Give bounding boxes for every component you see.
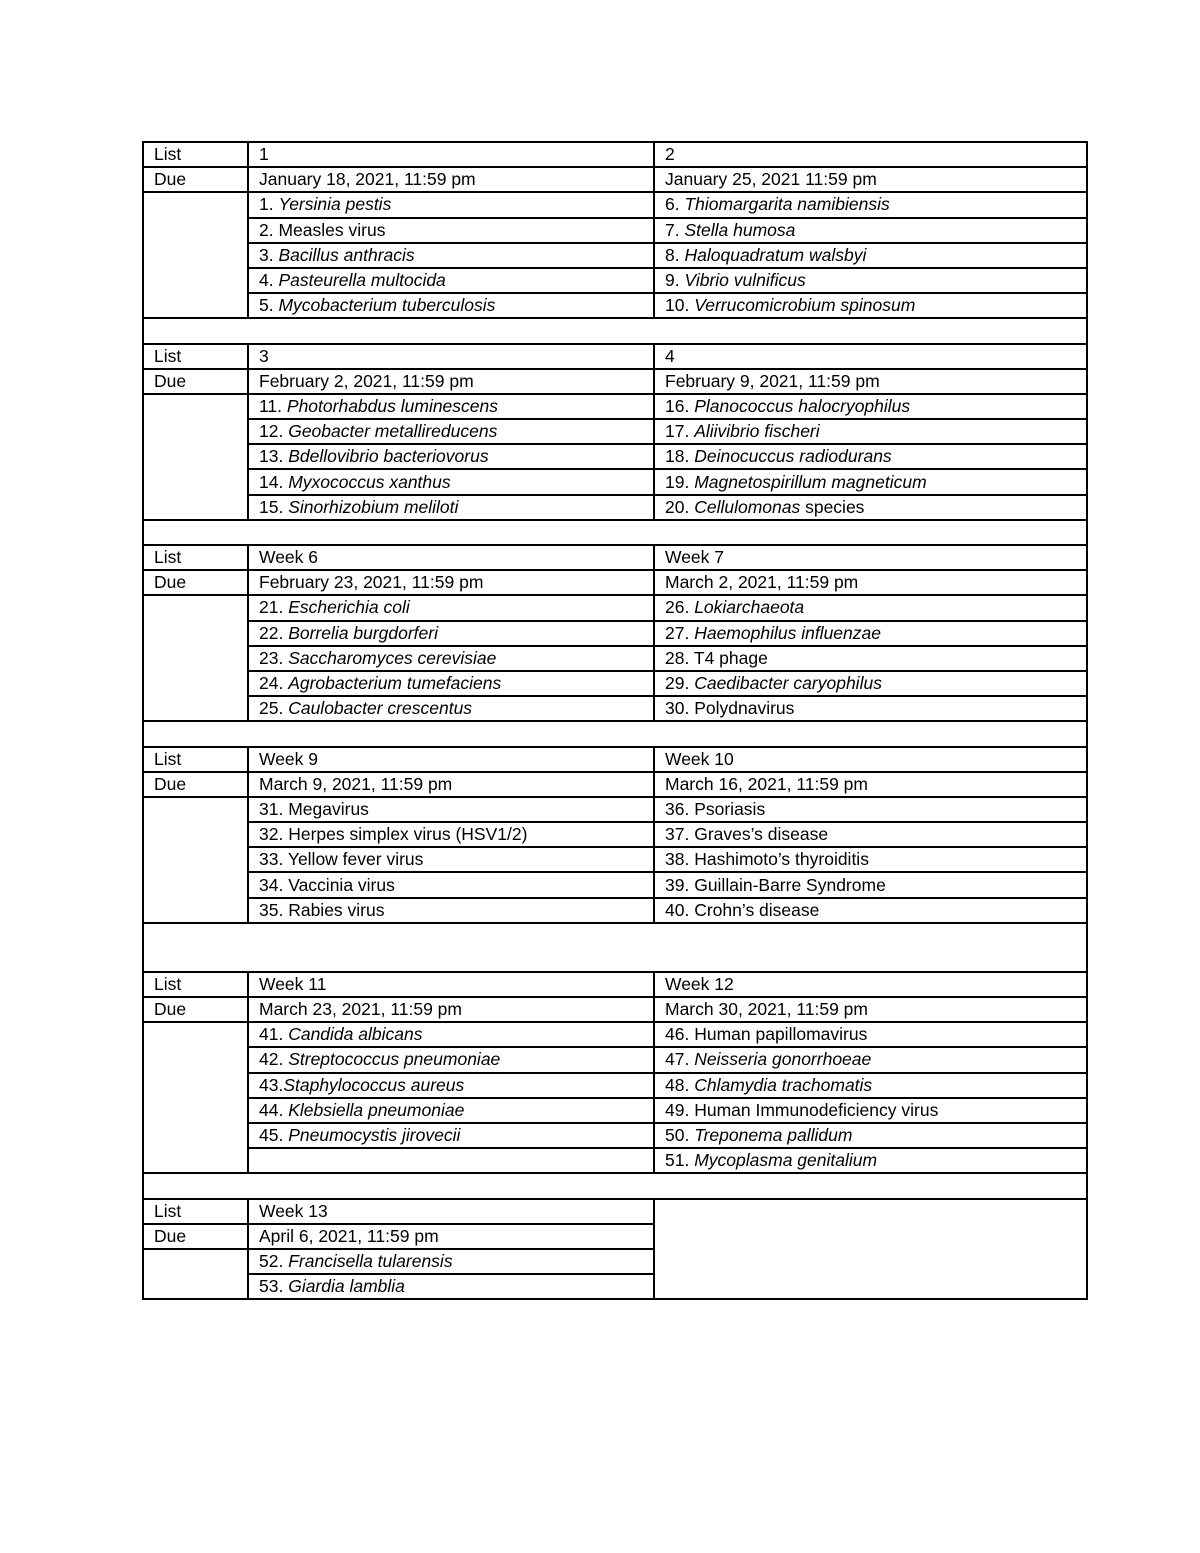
due-date: February 23, 2021, 11:59 pm: [248, 570, 654, 595]
item-number: 3.: [259, 244, 274, 265]
list-row: [143, 344, 1087, 369]
due-label: Due: [143, 997, 248, 1022]
table-row: [143, 192, 1087, 217]
item-number: 23.: [259, 647, 284, 668]
table-row: [143, 1098, 1087, 1123]
spacer-row: [143, 721, 1087, 746]
item-number: 18.: [665, 446, 690, 467]
item-number: 9.: [665, 270, 680, 291]
organism-name: Candida albicans: [288, 1024, 423, 1045]
organism-cell: [654, 293, 1087, 318]
item-number: 42.: [259, 1049, 284, 1070]
organism-name: Streptococcus pneumoniae: [288, 1049, 501, 1070]
organism-cell: [654, 268, 1087, 293]
organism-name: T4 phage: [693, 647, 768, 668]
item-number: 32.: [259, 824, 284, 845]
due-row: [143, 997, 1087, 1022]
item-number: 25.: [259, 698, 284, 719]
organism-cell: [654, 797, 1087, 822]
organism-name: Vaccinia virus: [288, 874, 395, 895]
spacer-row: [143, 520, 1087, 545]
table-row: [143, 1148, 1087, 1173]
organism-name: Borrelia burgdorferi: [288, 622, 438, 643]
due-date: March 23, 2021, 11:59 pm: [248, 997, 654, 1022]
table-row: [143, 394, 1087, 419]
organism-cell: [248, 1098, 654, 1123]
table-row: [143, 218, 1087, 243]
organism-name: Saccharomyces cerevisiae: [288, 647, 497, 668]
item-number: 52.: [259, 1250, 284, 1271]
organism-cell: [248, 872, 654, 897]
organism-cell: [654, 192, 1087, 217]
item-number: 31.: [259, 798, 284, 819]
table-row: [143, 1073, 1087, 1098]
table-row: [143, 243, 1087, 268]
organism-cell: [248, 646, 654, 671]
table-row: [143, 1022, 1087, 1047]
spacer-cell: [143, 1173, 1087, 1198]
organism-cell: [654, 1148, 1087, 1173]
item-number: 7.: [665, 219, 680, 240]
list-row: [143, 747, 1087, 772]
item-number: 28.: [665, 647, 690, 668]
list-title: Week 10: [654, 747, 1087, 772]
organism-cell: [248, 419, 654, 444]
due-label: Due: [143, 369, 248, 394]
organism-name: Aliivibrio fischeri: [694, 421, 820, 442]
organism-cell: [654, 394, 1087, 419]
organism-name: Caedibacter caryophilus: [694, 673, 882, 694]
item-number: 20.: [665, 496, 690, 517]
item-number: 5.: [259, 295, 274, 316]
organism-name: Herpes simplex virus (HSV1/2): [288, 824, 528, 845]
organism-name: Deinocuccus radiodurans: [694, 446, 892, 467]
item-number: 8.: [665, 244, 680, 265]
organism-cell: [248, 696, 654, 721]
blank-label-cell: [143, 394, 248, 520]
organism-name: Bdellovibrio bacteriovorus: [288, 446, 489, 467]
due-date: January 25, 2021 11:59 pm: [654, 167, 1087, 192]
organism-cell: [248, 797, 654, 822]
spacer-cell: [143, 923, 1087, 972]
blank-label-cell: [143, 1022, 248, 1173]
organism-cell: [654, 419, 1087, 444]
organism-name: Hashimoto’s thyroiditis: [694, 849, 869, 870]
organism-cell: [248, 671, 654, 696]
table-row: [143, 1047, 1087, 1072]
item-number: 49.: [665, 1099, 690, 1120]
organism-name: Measles virus: [278, 219, 386, 240]
item-number: 14.: [259, 471, 284, 492]
item-number: 16.: [665, 395, 690, 416]
table-row: [143, 1123, 1087, 1148]
organism-name: Myxococcus xanthus: [288, 471, 451, 492]
item-number: 13.: [259, 446, 284, 467]
organism-name: Treponema pallidum: [694, 1125, 853, 1146]
item-number: 34.: [259, 874, 284, 895]
organism-cell: [654, 1022, 1087, 1047]
table-row: [143, 898, 1087, 923]
item-number: 51.: [665, 1150, 690, 1171]
organism-cell: [248, 243, 654, 268]
item-number: 46.: [665, 1024, 690, 1045]
organism-name: Giardia lamblia: [288, 1276, 405, 1297]
list-title: Week 13: [248, 1199, 654, 1224]
organism-cell: [248, 495, 654, 520]
schedule-grid: [142, 141, 1088, 1300]
spacer-row: [143, 318, 1087, 343]
blank-label-cell: [143, 595, 248, 721]
due-date: February 9, 2021, 11:59 pm: [654, 369, 1087, 394]
organism-cell: [654, 469, 1087, 494]
table-row: [143, 495, 1087, 520]
item-number: 1.: [259, 194, 274, 215]
item-number: 10.: [665, 295, 690, 316]
item-number: 40.: [665, 899, 690, 920]
due-label: Due: [143, 1224, 248, 1249]
organism-name: Mycoplasma genitalium: [694, 1150, 878, 1171]
blank-label-cell: [143, 797, 248, 923]
item-number: 4.: [259, 270, 274, 291]
organism-cell: [654, 646, 1087, 671]
organism-cell: [654, 898, 1087, 923]
organism-name: Planococcus halocryophilus: [694, 395, 911, 416]
organism-cell: [248, 898, 654, 923]
organism-name: Verrucomicrobium spinosum: [694, 295, 916, 316]
table-row: [143, 671, 1087, 696]
due-row: [143, 570, 1087, 595]
list-row: [143, 972, 1087, 997]
list-label: List: [143, 545, 248, 570]
organism-name: Vibrio vulnificus: [684, 270, 806, 291]
item-number: 39.: [665, 874, 690, 895]
organism-cell: [248, 1047, 654, 1072]
table-row: [143, 872, 1087, 897]
due-label: Due: [143, 772, 248, 797]
item-number: 30.: [665, 698, 690, 719]
list-label: List: [143, 142, 248, 167]
item-number: 19.: [665, 471, 690, 492]
organism-cell: [248, 847, 654, 872]
organism-name: Agrobacterium tumefaciens: [288, 673, 502, 694]
list-title: 3: [248, 344, 654, 369]
list-title: Week 7: [654, 545, 1087, 570]
organism-cell: [654, 822, 1087, 847]
organism-name: Guillain-Barre Syndrome: [694, 874, 886, 895]
organism-name: Psoriasis: [694, 798, 766, 819]
item-number: 35.: [259, 899, 284, 920]
organism-cell: [654, 847, 1087, 872]
item-number: 21.: [259, 597, 284, 618]
organism-name: Mycobacterium tuberculosis: [278, 295, 496, 316]
item-number: 48.: [665, 1074, 690, 1095]
item-number: 26.: [665, 597, 690, 618]
organism-cell: [248, 394, 654, 419]
organism-cell: [248, 822, 654, 847]
organism-name: Caulobacter crescentus: [288, 698, 473, 719]
item-number: 38.: [665, 849, 690, 870]
item-number: 53.: [259, 1276, 284, 1297]
spacer-cell: [143, 318, 1087, 343]
due-date: April 6, 2021, 11:59 pm: [248, 1224, 654, 1249]
organism-cell: [248, 268, 654, 293]
item-number: 24.: [259, 673, 284, 694]
list-title: 1: [248, 142, 654, 167]
due-row: [143, 772, 1087, 797]
table-row: [143, 268, 1087, 293]
organism-cell: [248, 621, 654, 646]
organism-name: Megavirus: [288, 798, 369, 819]
organism-name: Stella humosa: [684, 219, 796, 240]
item-number: 22.: [259, 622, 284, 643]
organism-name: Francisella tularensis: [288, 1250, 453, 1271]
organism-name: Photorhabdus luminescens: [286, 395, 499, 416]
organism-name: Klebsiella pneumoniae: [288, 1099, 465, 1120]
organism-cell: [654, 621, 1087, 646]
organism-cell: [248, 1249, 654, 1274]
spacer-cell: [143, 721, 1087, 746]
organism-name: Sinorhizobium meliloti: [288, 496, 459, 517]
organism-cell: [248, 444, 654, 469]
list-label: List: [143, 747, 248, 772]
organism-name: Lokiarchaeota: [694, 597, 805, 618]
item-number: 43.: [259, 1074, 284, 1095]
table-row: [143, 822, 1087, 847]
table-row: [143, 621, 1087, 646]
organism-name: Human papillomavirus: [694, 1024, 868, 1045]
due-date: March 30, 2021, 11:59 pm: [654, 997, 1087, 1022]
organism-name: Pneumocystis jirovecii: [288, 1125, 461, 1146]
organism-cell: [654, 872, 1087, 897]
table-row: [143, 696, 1087, 721]
item-number: 44.: [259, 1099, 284, 1120]
table-row: [143, 847, 1087, 872]
list-row: [143, 1199, 1087, 1224]
organism-name: Pasteurella multocida: [278, 270, 446, 291]
item-number: 37.: [665, 824, 690, 845]
organism-name: Magnetospirillum magneticum: [694, 471, 927, 492]
item-number: 17.: [665, 421, 690, 442]
organism-name: Staphylococcus aureus: [283, 1074, 465, 1095]
table-row: [143, 595, 1087, 620]
item-number: 41.: [259, 1024, 284, 1045]
due-label: Due: [143, 570, 248, 595]
due-row: [143, 369, 1087, 394]
organism-cell: [654, 696, 1087, 721]
item-number: 45.: [259, 1125, 284, 1146]
organism-cell: [248, 1022, 654, 1047]
organism-cell: [248, 469, 654, 494]
due-row: [143, 167, 1087, 192]
list-title: 2: [654, 142, 1087, 167]
due-date: March 9, 2021, 11:59 pm: [248, 772, 654, 797]
assignment-schedule-table: [142, 141, 1086, 1300]
item-number: 50.: [665, 1125, 690, 1146]
organism-cell: [654, 495, 1087, 520]
organism-cell: [248, 1073, 654, 1098]
organism-name: Neisseria gonorrhoeae: [694, 1049, 872, 1070]
list-label: List: [143, 344, 248, 369]
organism-cell: [654, 1123, 1087, 1148]
organism-cell: [248, 1148, 654, 1173]
spacer-row: [143, 923, 1087, 972]
organism-name: Yellow fever virus: [287, 849, 424, 870]
table-row: [143, 797, 1087, 822]
list-row: [143, 142, 1087, 167]
organism-name: Polydnavirus: [694, 698, 795, 719]
list-title: Week 12: [654, 972, 1087, 997]
item-number: 33.: [259, 849, 284, 870]
due-date: March 16, 2021, 11:59 pm: [654, 772, 1087, 797]
organism-name: Rabies virus: [288, 899, 385, 920]
organism-name: Chlamydia trachomatis: [694, 1074, 873, 1095]
organism-cell: [248, 1274, 654, 1299]
organism-cell: [654, 444, 1087, 469]
organism-name: Graves’s disease: [694, 824, 829, 845]
list-title: 4: [654, 344, 1087, 369]
organism-name: Yersinia pestis: [278, 194, 392, 215]
list-label: List: [143, 972, 248, 997]
organism-name: Haemophilus influenzae: [694, 622, 881, 643]
organism-name: Human Immunodeficiency virus: [694, 1099, 939, 1120]
item-number: 29.: [665, 673, 690, 694]
organism-cell: [248, 1123, 654, 1148]
organism-cell: [654, 1073, 1087, 1098]
item-number: 36.: [665, 798, 690, 819]
item-number: 6.: [665, 194, 680, 215]
organism-cell: [654, 595, 1087, 620]
organism-cell: [248, 293, 654, 318]
list-title: Week 11: [248, 972, 654, 997]
organism-cell: [654, 1098, 1087, 1123]
blank-label-cell: [143, 192, 248, 318]
list-label: List: [143, 1199, 248, 1224]
organism-cell: [654, 1047, 1087, 1072]
organism-name: Geobacter metallireducens: [288, 421, 498, 442]
table-row: [143, 293, 1087, 318]
table-row: [143, 419, 1087, 444]
organism-name: Bacillus anthracis: [278, 244, 415, 265]
organism-cell: [248, 595, 654, 620]
table-row: [143, 444, 1087, 469]
due-date: March 2, 2021, 11:59 pm: [654, 570, 1087, 595]
organism-name: Haloquadratum walsbyi: [684, 244, 867, 265]
list-title: Week 6: [248, 545, 654, 570]
organism-cell: [248, 192, 654, 217]
item-number: 27.: [665, 622, 690, 643]
due-date: February 2, 2021, 11:59 pm: [248, 369, 654, 394]
organism-cell: [654, 218, 1087, 243]
item-number: 47.: [665, 1049, 690, 1070]
organism-name: Crohn’s disease: [694, 899, 820, 920]
organism-cell: [654, 671, 1087, 696]
empty-cell: [654, 1199, 1087, 1300]
table-row: [143, 469, 1087, 494]
table-row: [143, 646, 1087, 671]
item-number: 15.: [259, 496, 284, 517]
organism-cell: [654, 243, 1087, 268]
due-date: January 18, 2021, 11:59 pm: [248, 167, 654, 192]
list-title: Week 9: [248, 747, 654, 772]
item-number: 11.: [259, 395, 283, 416]
spacer-row: [143, 1173, 1087, 1198]
organism-name: Escherichia coli: [288, 597, 410, 618]
item-number: 12.: [259, 421, 284, 442]
item-number: 2.: [259, 219, 274, 240]
organism-suffix: species: [800, 496, 865, 517]
blank-label-cell: [143, 1249, 248, 1299]
list-row: [143, 545, 1087, 570]
organism-name: Cellulomonas: [694, 496, 801, 517]
organism-name: Thiomargarita namibiensis: [684, 194, 890, 215]
organism-cell: [248, 218, 654, 243]
due-label: Due: [143, 167, 248, 192]
spacer-cell: [143, 520, 1087, 545]
